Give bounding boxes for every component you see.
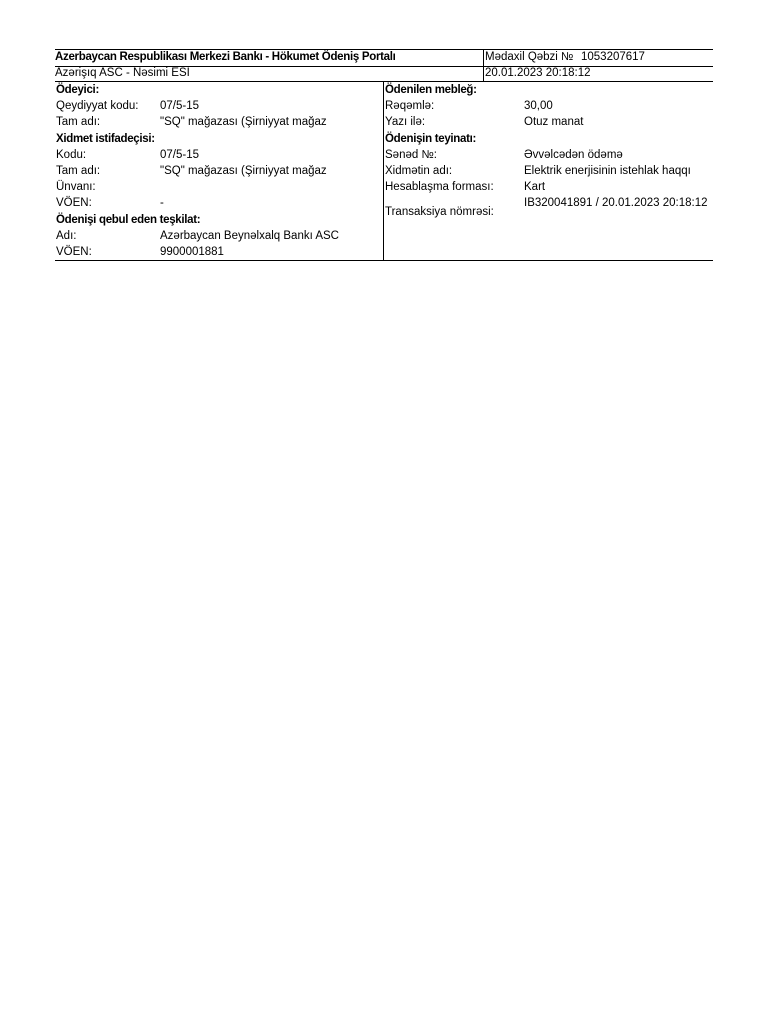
- service-user-address-row: [55, 179, 383, 195]
- receiver-org-tin-label: VÖEN:: [56, 245, 92, 258]
- purpose-service-name-row: [385, 163, 713, 179]
- purpose-transaction-value: IB320041891 / 20.01.2023 20:18:12: [524, 197, 708, 210]
- purpose-doc-no-label: Sənəd №:: [385, 148, 437, 161]
- service-user-code-value: 07/5-15: [160, 148, 200, 161]
- purpose-service-name-value: Elektrik enerjisinin istehlak haqqı: [524, 164, 691, 177]
- service-user-full-name-row: [55, 163, 383, 179]
- purpose-transaction-label: Transaksiya nömrəsi:: [385, 205, 494, 218]
- amount-words-value: Otuz manat: [524, 116, 584, 129]
- provider-name: Azərişıq ASC - Nəsimi ESI: [55, 67, 484, 81]
- service-user-section-title: Xidmet istifadeçisi:: [56, 132, 155, 145]
- payer-reg-code-row: [55, 98, 383, 114]
- receiver-org-section-title: Ödenişi qebul eden teşkilat:: [56, 213, 201, 226]
- receipt-number-label: Mədaxil Qəbzi №: [485, 51, 574, 63]
- receipt-body: [55, 81, 713, 261]
- receipt-number-value: 1053207617: [581, 51, 645, 63]
- purpose-section-title: Ödenişin teyinatı:: [385, 132, 477, 145]
- header-row-title: [55, 49, 713, 66]
- receipt-number-cell: [484, 50, 713, 66]
- receiver-org-name-label: Adı:: [56, 229, 77, 242]
- service-user-tin-row: [55, 195, 383, 211]
- payer-full-name-label: Tam adı:: [56, 116, 101, 129]
- service-user-full-name-label: Tam adı:: [56, 164, 101, 177]
- purpose-doc-no-value: Əvvəlcədən ödəmə: [524, 148, 623, 161]
- amount-digits-label: Rəqəmlə:: [385, 100, 435, 113]
- receiver-org-name-value: Azərbaycan Beynəlxalq Bankı ASC: [160, 229, 339, 242]
- purpose-transaction-row: [385, 195, 713, 228]
- service-user-full-name-value: "SQ" mağazası (Şirniyyat mağaz: [160, 164, 327, 177]
- service-user-code-row: [55, 147, 383, 163]
- portal-title: Azerbaycan Respublikası Merkezi Bankı - Hökumet Ödeniş Portalı: [55, 50, 484, 66]
- payer-reg-code-value: 07/5-15: [160, 100, 200, 113]
- amount-digits-value: 30,00: [524, 100, 553, 113]
- purpose-doc-no-row: [385, 147, 713, 163]
- right-column: [384, 82, 713, 260]
- service-user-tin-value: -: [160, 197, 164, 210]
- payment-receipt: [55, 49, 713, 261]
- service-user-tin-label: VÖEN:: [56, 197, 92, 210]
- payer-reg-code-label: Qeydiyyat kodu:: [56, 100, 139, 113]
- amount-words-row: [385, 114, 713, 130]
- left-column: [55, 82, 384, 260]
- amount-digits-row: [385, 98, 713, 114]
- receiver-org-tin-row: [55, 244, 383, 260]
- payer-full-name-row: [55, 114, 383, 130]
- receiver-org-tin-value: 9900001881: [160, 245, 224, 258]
- amount-section-title: Ödenilen mebleğ:: [385, 84, 477, 96]
- purpose-service-name-label: Xidmətin adı:: [385, 164, 453, 177]
- receiver-org-name-row: [55, 228, 383, 244]
- purpose-settlement-value: Kart: [524, 181, 546, 194]
- header-row-provider: [55, 66, 713, 81]
- service-user-address-value: [160, 179, 383, 195]
- purpose-settlement-label: Hesablaşma forması:: [385, 181, 494, 194]
- service-user-code-label: Kodu:: [56, 148, 87, 161]
- payer-full-name-value: "SQ" mağazası (Şirniyyat mağaz: [160, 116, 327, 129]
- service-user-address-label: Ünvanı:: [56, 181, 96, 194]
- amount-words-label: Yazı ilə:: [385, 116, 426, 129]
- payer-section-title: Ödeyici:: [56, 84, 99, 96]
- purpose-settlement-row: [385, 179, 713, 195]
- receipt-datetime: 20.01.2023 20:18:12: [485, 67, 591, 79]
